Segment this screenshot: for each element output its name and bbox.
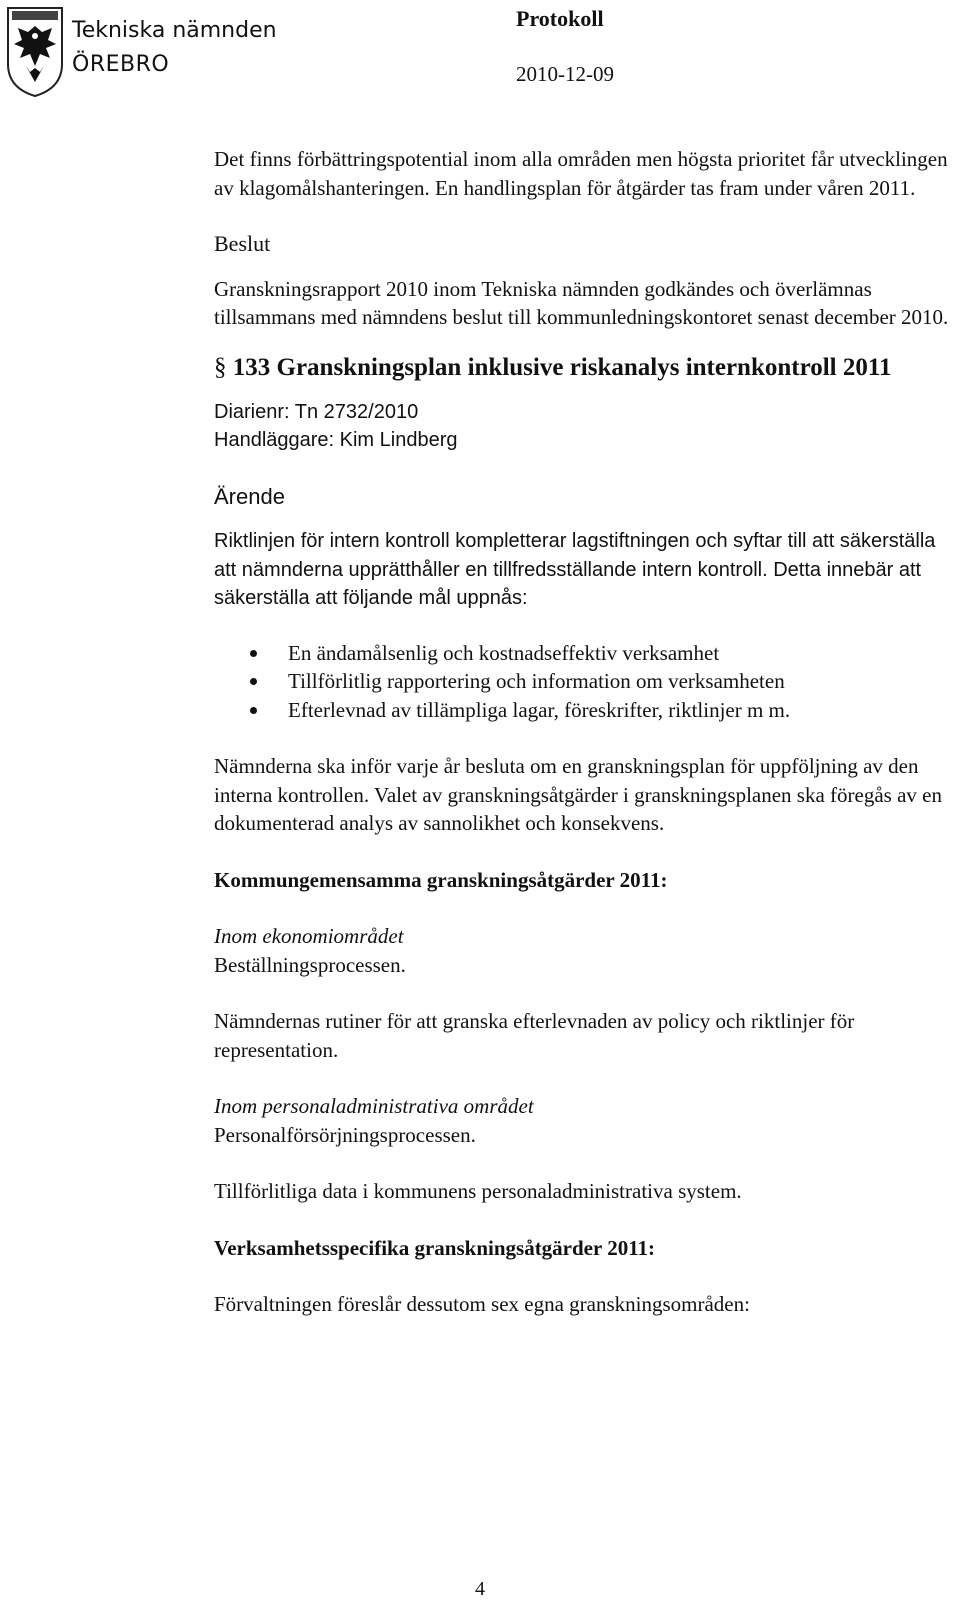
document-date: 2010-12-09 xyxy=(516,62,614,86)
diarienr: Diarienr: Tn 2732/2010 xyxy=(214,400,419,423)
pers-text: Personalförsörjningsprocessen. xyxy=(214,1122,476,1147)
org-city: ÖREBRO xyxy=(72,52,170,77)
forvaltning-text: Förvaltningen föreslår dessutom sex egna granskningsområden: xyxy=(214,1292,750,1316)
section-title-text: 133 Granskningsplan inklusive riskanalys internkontroll 2011 xyxy=(232,353,892,381)
beslut-paragraph: Granskningsrapport 2010 inom Tekniska nämnden godkändes och överlämnas tillsammans med nämndens beslut till kommunledningskontoret senast december 2010. xyxy=(214,276,949,329)
verksamhet-heading: Verksamhetsspecifika granskningsåtgärder 2011: xyxy=(214,1235,656,1260)
eko-text: Beställningsprocessen. xyxy=(214,952,406,977)
list-item: Tillförlitlig rapportering och information om verksamheten xyxy=(214,667,954,696)
page-number: 4 xyxy=(475,1578,485,1600)
org-name: Tekniska nämnden xyxy=(72,18,277,43)
handlaggare: Handläggare: Kim Lindberg xyxy=(214,429,458,451)
intro-paragraph: Det finns förbättringspotential inom alla områden men högsta prioritet får utvecklingen av klagomålshanteringen. En handlingsplan för åtgärder tas fram under våren 2011. xyxy=(214,147,948,200)
data-text: Tillförlitliga data i kommunens personaladministrativa system. xyxy=(214,1179,742,1203)
bullet-icon xyxy=(250,678,257,685)
list-item: Efterlevnad av tillämpliga lagar, föreskrifter, riktlinjer m m. xyxy=(214,696,954,725)
arende-paragraph: Riktlinjen för intern kontroll kompletterar lagstiftningen och syftar till att säkerställa att nämnderna upprätthåller en tillfredsställande intern kontroll. Detta innebär att säkerställa att följande mål uppnås: xyxy=(214,530,936,609)
pers-label: Inom personaladministrativa området xyxy=(214,1094,534,1118)
bullet-icon xyxy=(250,650,257,657)
document-type: Protokoll xyxy=(516,6,604,31)
bullet-icon xyxy=(250,707,257,714)
representation-text: Nämndernas rutiner för att granska efterlevnaden av policy och riktlinjer för representation. xyxy=(214,1009,855,1062)
plan-paragraph: Nämnderna ska inför varje år besluta om en granskningsplan för uppföljning av den interna kontrollen. Valet av granskningsåtgärder i granskningsplanen ska föregås av en dokumenterad analys av sannolikhet och konsekvens. xyxy=(214,754,942,835)
beslut-heading: Beslut xyxy=(214,231,271,256)
document-body xyxy=(214,145,954,1319)
paragraph-symbol: § xyxy=(214,353,227,381)
goal-list xyxy=(214,639,954,725)
kommun-heading: Kommungemensamma granskningsåtgärder 2011: xyxy=(214,867,668,892)
list-item: En ändamålsenlig och kostnadseffektiv verksamhet xyxy=(214,639,954,668)
arende-heading: Ärende xyxy=(214,483,285,509)
eagle-crest-icon xyxy=(4,6,66,98)
eko-label: Inom ekonomiområdet xyxy=(214,924,404,948)
section-title xyxy=(214,352,954,384)
